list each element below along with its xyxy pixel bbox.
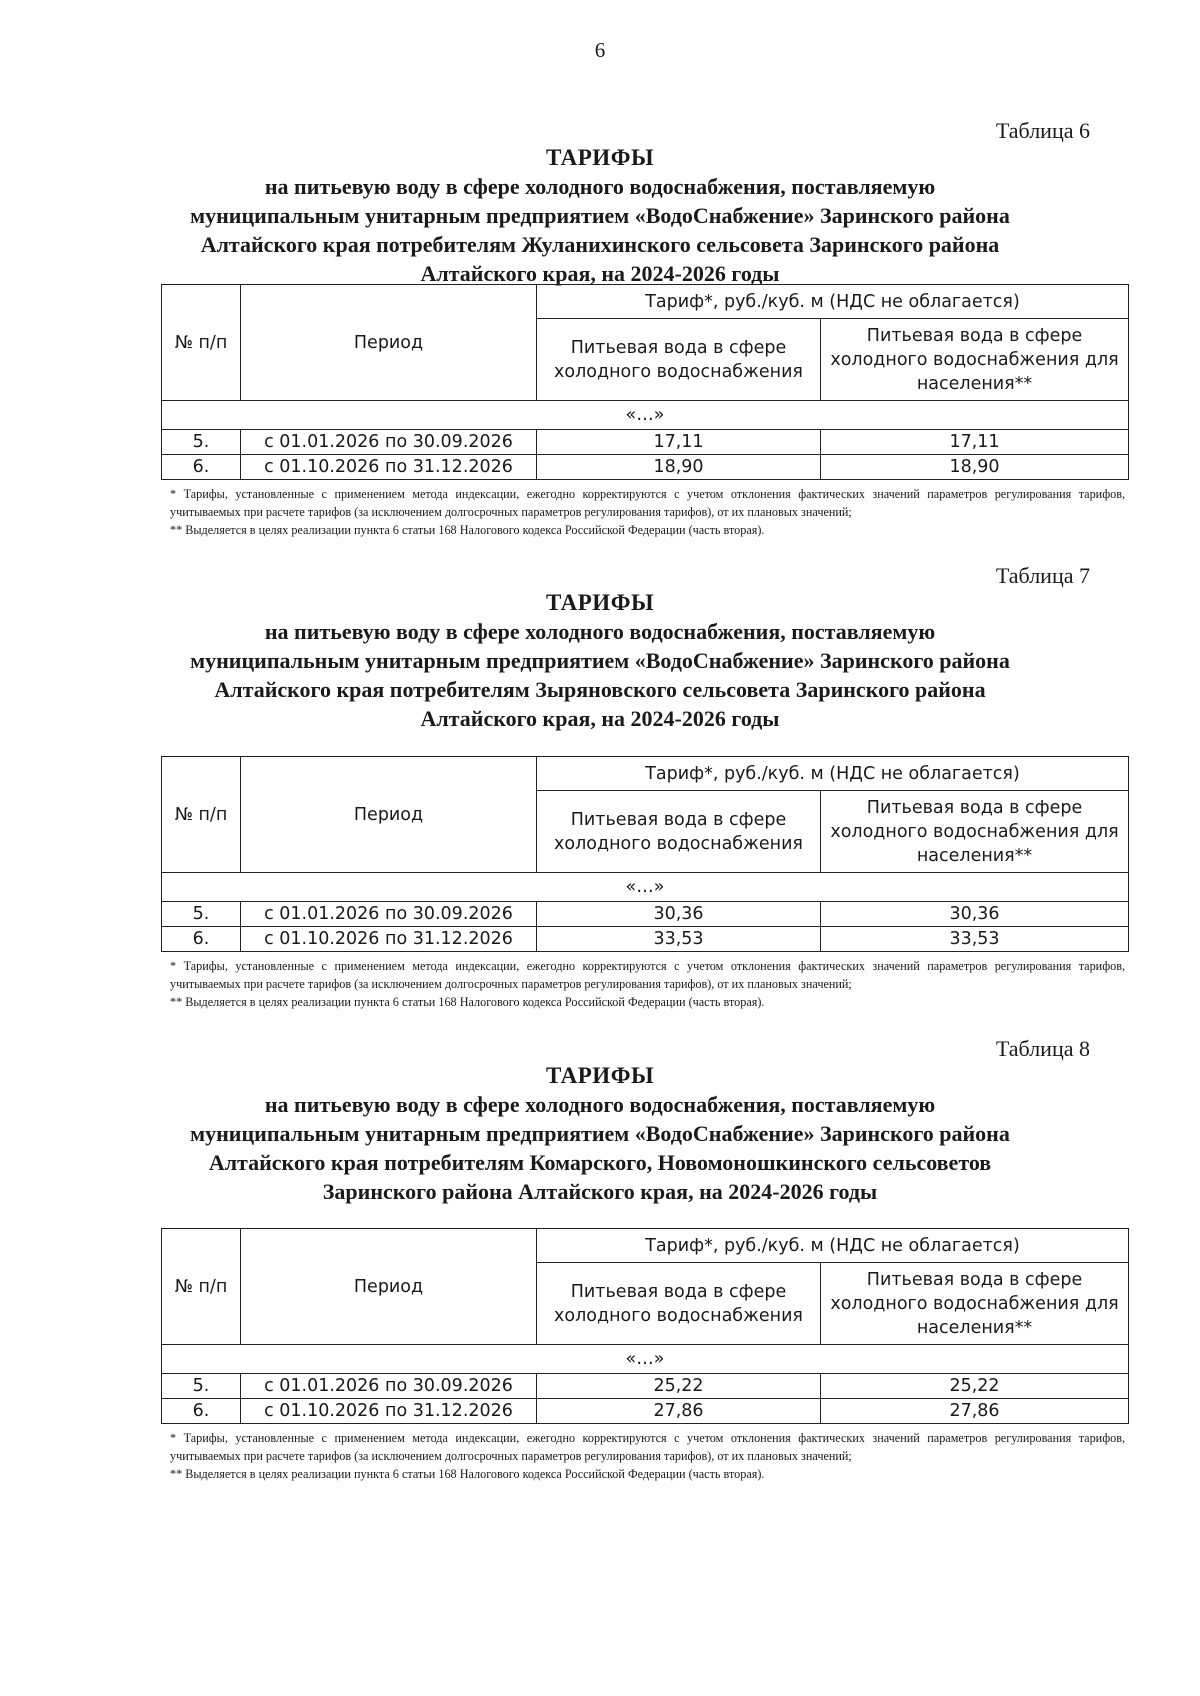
row-value-1: 17,11 — [537, 430, 821, 455]
footnote: * Тарифы, установленные с применением метода индексации, ежегодно корректируются с учетом отклонения фактических значений параметров регулирования тарифов, учитываемых при расчете тарифов (за исключением долгосрочных параметров регулирования тарифов), от их плановых значений; — [170, 1431, 1125, 1463]
footnotes — [170, 1429, 1125, 1483]
section-title: ТАРИФЫ — [545, 145, 655, 170]
row-value-2: 33,53 — [821, 927, 1129, 952]
subtitle-line: на питьевую воду в сфере холодного водоснабжения, поставляемую — [264, 1092, 936, 1117]
footnotes — [170, 485, 1125, 539]
subtitle-line: на питьевую воду в сфере холодного водоснабжения, поставляемую — [264, 174, 936, 199]
row-num: 6. — [162, 1399, 241, 1424]
page-number: 6 — [594, 38, 606, 62]
footnotes — [170, 957, 1125, 1011]
header-num: № п/п — [162, 285, 241, 401]
subtitle-line: Алтайского края потребителям Жуланихинского сельсовета Заринского района — [200, 232, 1000, 257]
subtitle-line: на питьевую воду в сфере холодного водоснабжения, поставляемую — [264, 619, 936, 644]
table-row — [162, 1374, 1129, 1399]
table-row — [162, 927, 1129, 952]
row-value-2: 25,22 — [821, 1374, 1129, 1399]
row-num: 5. — [162, 430, 241, 455]
row-value-2: 18,90 — [821, 455, 1129, 480]
row-period: с 01.01.2026 по 30.09.2026 — [241, 430, 537, 455]
row-value-1: 27,86 — [537, 1399, 821, 1424]
row-period: с 01.01.2026 по 30.09.2026 — [241, 902, 537, 927]
tariff-table — [161, 284, 1129, 480]
table-row — [162, 902, 1129, 927]
header-tariff: Тариф*, руб./куб. м (НДС не облагается) — [537, 1229, 1129, 1263]
row-num: 5. — [162, 902, 241, 927]
row-value-1: 18,90 — [537, 455, 821, 480]
header-col2: Питьевая вода в сфере холодного водоснабжения для населения** — [821, 319, 1129, 401]
table-row — [162, 430, 1129, 455]
ellipsis-row: «…» — [162, 873, 1129, 902]
section-subtitle — [130, 1090, 1070, 1206]
row-num: 5. — [162, 1374, 241, 1399]
footnote: ** Выделяется в целях реализации пункта 6 статьи 168 Налогового кодекса Российской Федерации (часть вторая). — [170, 523, 765, 537]
table-row — [162, 1399, 1129, 1424]
header-num: № п/п — [162, 1229, 241, 1345]
row-num: 6. — [162, 455, 241, 480]
subtitle-line: Алтайского края, на 2024-2026 годы — [420, 261, 780, 286]
header-col2: Питьевая вода в сфере холодного водоснабжения для населения** — [821, 791, 1129, 873]
row-value-1: 30,36 — [537, 902, 821, 927]
section-title: ТАРИФЫ — [545, 590, 655, 615]
footnote: ** Выделяется в целях реализации пункта 6 статьи 168 Налогового кодекса Российской Федерации (часть вторая). — [170, 995, 765, 1009]
table-row — [162, 455, 1129, 480]
footnote: * Тарифы, установленные с применением метода индексации, ежегодно корректируются с учетом отклонения фактических значений параметров регулирования тарифов, учитываемых при расчете тарифов (за исключением долгосрочных параметров регулирования тарифов), от их плановых значений; — [170, 959, 1125, 991]
ellipsis-row: «…» — [162, 1345, 1129, 1374]
section-subtitle — [130, 172, 1070, 288]
header-col1: Питьевая вода в сфере холодного водоснабжения — [537, 319, 821, 401]
table-label: Таблица 7 — [995, 563, 1090, 588]
row-period: с 01.10.2026 по 31.12.2026 — [241, 1399, 537, 1424]
table-label: Таблица 6 — [995, 118, 1090, 143]
tariff-table — [161, 1228, 1129, 1424]
row-period: с 01.01.2026 по 30.09.2026 — [241, 1374, 537, 1399]
subtitle-line: Заринского района Алтайского края, на 2024-2026 годы — [322, 1179, 878, 1204]
tariff-table — [161, 756, 1129, 952]
header-col2: Питьевая вода в сфере холодного водоснабжения для населения** — [821, 1263, 1129, 1345]
row-value-1: 33,53 — [537, 927, 821, 952]
subtitle-line: муниципальным унитарным предприятием «ВодоСнабжение» Заринского района — [190, 203, 1010, 228]
header-period: Период — [241, 1229, 537, 1345]
header-col1: Питьевая вода в сфере холодного водоснабжения — [537, 791, 821, 873]
header-tariff: Тариф*, руб./куб. м (НДС не облагается) — [537, 285, 1129, 319]
subtitle-line: муниципальным унитарным предприятием «ВодоСнабжение» Заринского района — [190, 1121, 1010, 1146]
subtitle-line: Алтайского края потребителям Комарского, Новомоношкинского сельсоветов — [208, 1150, 992, 1175]
row-value-1: 25,22 — [537, 1374, 821, 1399]
row-num: 6. — [162, 927, 241, 952]
section-title: ТАРИФЫ — [545, 1063, 655, 1088]
subtitle-line: Алтайского края, на 2024-2026 годы — [420, 706, 780, 731]
row-value-2: 17,11 — [821, 430, 1129, 455]
header-period: Период — [241, 757, 537, 873]
subtitle-line: Алтайского края потребителям Зыряновского сельсовета Заринского района — [214, 677, 986, 702]
row-value-2: 27,86 — [821, 1399, 1129, 1424]
section-subtitle — [130, 617, 1070, 733]
header-col1: Питьевая вода в сфере холодного водоснабжения — [537, 1263, 821, 1345]
header-num: № п/п — [162, 757, 241, 873]
header-period: Период — [241, 285, 537, 401]
footnote: * Тарифы, установленные с применением метода индексации, ежегодно корректируются с учетом отклонения фактических значений параметров регулирования тарифов, учитываемых при расчете тарифов (за исключением долгосрочных параметров регулирования тарифов), от их плановых значений; — [170, 487, 1125, 519]
row-period: с 01.10.2026 по 31.12.2026 — [241, 455, 537, 480]
ellipsis-row: «…» — [162, 401, 1129, 430]
footnote: ** Выделяется в целях реализации пункта 6 статьи 168 Налогового кодекса Российской Федерации (часть вторая). — [170, 1467, 765, 1481]
row-value-2: 30,36 — [821, 902, 1129, 927]
table-label: Таблица 8 — [995, 1036, 1090, 1061]
header-tariff: Тариф*, руб./куб. м (НДС не облагается) — [537, 757, 1129, 791]
subtitle-line: муниципальным унитарным предприятием «ВодоСнабжение» Заринского района — [190, 648, 1010, 673]
row-period: с 01.10.2026 по 31.12.2026 — [241, 927, 537, 952]
